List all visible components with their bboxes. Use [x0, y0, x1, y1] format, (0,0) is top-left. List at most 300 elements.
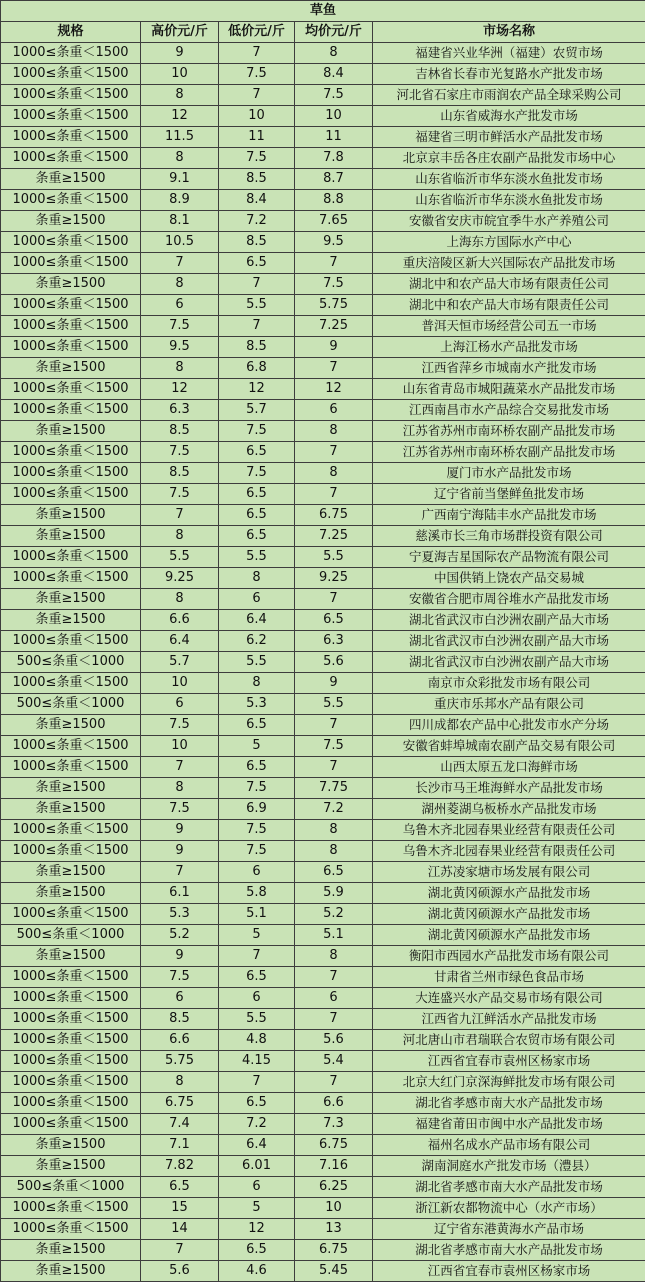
cell-spec: 1000≤条重＜1500 [1, 841, 141, 862]
table-row [1, 883, 645, 904]
cell-spec: 1000≤条重＜1500 [1, 1219, 141, 1240]
cell-low-price: 7 [219, 85, 295, 106]
cell-market: 广西南宁海陆丰水产品批发市场 [373, 505, 645, 526]
cell-high-price: 6 [141, 694, 219, 715]
cell-spec: 条重≥1500 [1, 1135, 141, 1156]
cell-avg-price: 10 [295, 1198, 373, 1219]
cell-high-price: 9 [141, 946, 219, 967]
cell-market: 山东省临沂市华东淡水鱼批发市场 [373, 169, 645, 190]
table-row [1, 148, 645, 169]
cell-avg-price: 7 [295, 1009, 373, 1030]
header-spec: 规格 [1, 22, 141, 43]
cell-spec: 1000≤条重＜1500 [1, 148, 141, 169]
title-row [1, 1, 645, 22]
cell-avg-price: 6.75 [295, 1240, 373, 1261]
table-row [1, 1072, 645, 1093]
cell-high-price: 6.6 [141, 610, 219, 631]
cell-market: 普洱天恒市场经营公司五一市场 [373, 316, 645, 337]
cell-market: 辽宁省前当堡鲜鱼批发市场 [373, 484, 645, 505]
cell-high-price: 7.5 [141, 799, 219, 820]
cell-low-price: 5 [219, 925, 295, 946]
cell-low-price: 7.2 [219, 211, 295, 232]
cell-avg-price: 8 [295, 820, 373, 841]
table-row [1, 904, 645, 925]
cell-spec: 条重≥1500 [1, 1240, 141, 1261]
table-row [1, 442, 645, 463]
cell-avg-price: 6.6 [295, 1093, 373, 1114]
cell-spec: 1000≤条重＜1500 [1, 442, 141, 463]
cell-low-price: 6.5 [219, 715, 295, 736]
cell-spec: 1000≤条重＜1500 [1, 736, 141, 757]
cell-high-price: 9.1 [141, 169, 219, 190]
table-row [1, 106, 645, 127]
cell-spec: 1000≤条重＜1500 [1, 631, 141, 652]
table-row [1, 715, 645, 736]
cell-low-price: 7 [219, 946, 295, 967]
cell-high-price: 8.5 [141, 421, 219, 442]
cell-high-price: 8.1 [141, 211, 219, 232]
cell-low-price: 4.6 [219, 1261, 295, 1282]
cell-low-price: 7.2 [219, 1114, 295, 1135]
table-row [1, 64, 645, 85]
cell-spec: 1000≤条重＜1500 [1, 379, 141, 400]
table-row [1, 358, 645, 379]
cell-market: 安徽省安庆市皖宜季牛水产养殖公司 [373, 211, 645, 232]
table-row [1, 1114, 645, 1135]
header-low-price: 低价元/斤 [219, 22, 295, 43]
cell-spec: 条重≥1500 [1, 715, 141, 736]
cell-high-price: 7 [141, 1240, 219, 1261]
cell-market: 上海江杨水产品批发市场 [373, 337, 645, 358]
cell-market: 湖北省武汉市白沙洲农副产品大市场 [373, 610, 645, 631]
cell-market: 湖北黄冈硕源水产品批发市场 [373, 925, 645, 946]
table-row [1, 967, 645, 988]
table-row [1, 253, 645, 274]
cell-low-price: 7.5 [219, 421, 295, 442]
cell-market: 江苏省苏州市南环桥农副产品批发市场 [373, 442, 645, 463]
table-row [1, 799, 645, 820]
cell-high-price: 8 [141, 778, 219, 799]
cell-market: 上海东方国际水产中心 [373, 232, 645, 253]
cell-spec: 1000≤条重＜1500 [1, 568, 141, 589]
cell-spec: 1000≤条重＜1500 [1, 820, 141, 841]
cell-low-price: 7.5 [219, 820, 295, 841]
cell-avg-price: 8.8 [295, 190, 373, 211]
cell-market: 中国供销上饶农产品交易城 [373, 568, 645, 589]
cell-avg-price: 5.5 [295, 547, 373, 568]
cell-high-price: 7.5 [141, 316, 219, 337]
cell-high-price: 8 [141, 1072, 219, 1093]
table-row [1, 127, 645, 148]
cell-high-price: 8 [141, 148, 219, 169]
cell-market: 江西省宜春市袁州区杨家市场 [373, 1261, 645, 1282]
cell-market: 湖州菱湖乌板桥水产品批发市场 [373, 799, 645, 820]
cell-high-price: 5.3 [141, 904, 219, 925]
cell-avg-price: 7 [295, 757, 373, 778]
cell-low-price: 5.7 [219, 400, 295, 421]
cell-market: 福建省三明市鲜活水产品批发市场 [373, 127, 645, 148]
cell-low-price: 6.5 [219, 1240, 295, 1261]
cell-market: 湖北省孝感市南大水产品批发市场 [373, 1240, 645, 1261]
cell-spec: 1000≤条重＜1500 [1, 190, 141, 211]
cell-market: 江西省九江鲜活水产品批发市场 [373, 1009, 645, 1030]
table-row [1, 211, 645, 232]
cell-avg-price: 7.25 [295, 526, 373, 547]
cell-low-price: 6 [219, 988, 295, 1009]
cell-avg-price: 5.2 [295, 904, 373, 925]
cell-high-price: 7 [141, 253, 219, 274]
cell-high-price: 7.5 [141, 967, 219, 988]
cell-spec: 条重≥1500 [1, 610, 141, 631]
cell-market: 山东省临沂市华东淡水鱼批发市场 [373, 190, 645, 211]
cell-spec: 1000≤条重＜1500 [1, 232, 141, 253]
cell-spec: 1000≤条重＜1500 [1, 127, 141, 148]
header-avg-price: 均价元/斤 [295, 22, 373, 43]
table-row [1, 1009, 645, 1030]
table-row [1, 316, 645, 337]
cell-market: 厦门市水产品批发市场 [373, 463, 645, 484]
cell-market: 江西南昌市水产品综合交易批发市场 [373, 400, 645, 421]
cell-high-price: 6.4 [141, 631, 219, 652]
cell-high-price: 6.75 [141, 1093, 219, 1114]
table-row [1, 988, 645, 1009]
cell-low-price: 8.5 [219, 169, 295, 190]
cell-avg-price: 7 [295, 484, 373, 505]
cell-spec: 条重≥1500 [1, 946, 141, 967]
cell-high-price: 8 [141, 526, 219, 547]
cell-spec: 条重≥1500 [1, 274, 141, 295]
cell-high-price: 10.5 [141, 232, 219, 253]
cell-high-price: 8.5 [141, 463, 219, 484]
cell-low-price: 6.5 [219, 1093, 295, 1114]
cell-spec: 1000≤条重＜1500 [1, 1072, 141, 1093]
cell-high-price: 7 [141, 757, 219, 778]
table-row [1, 694, 645, 715]
cell-market: 大连盛兴水产品交易市场有限公司 [373, 988, 645, 1009]
cell-avg-price: 7 [295, 442, 373, 463]
cell-market: 安徽省合肥市周谷堆水产品批发市场 [373, 589, 645, 610]
cell-spec: 1000≤条重＜1500 [1, 253, 141, 274]
cell-spec: 1000≤条重＜1500 [1, 316, 141, 337]
cell-avg-price: 9.5 [295, 232, 373, 253]
cell-avg-price: 7.25 [295, 316, 373, 337]
cell-high-price: 5.75 [141, 1051, 219, 1072]
cell-low-price: 6.4 [219, 610, 295, 631]
table-body [1, 43, 645, 1282]
cell-market: 湖北省武汉市白沙洲农副产品大市场 [373, 652, 645, 673]
cell-low-price: 6.8 [219, 358, 295, 379]
cell-high-price: 7.82 [141, 1156, 219, 1177]
cell-market: 甘肃省兰州市绿色食品市场 [373, 967, 645, 988]
cell-market: 衡阳市西园水产品批发市场有限公司 [373, 946, 645, 967]
cell-spec: 1000≤条重＜1500 [1, 106, 141, 127]
cell-spec: 1000≤条重＜1500 [1, 1093, 141, 1114]
table-row [1, 1240, 645, 1261]
cell-avg-price: 6.75 [295, 1135, 373, 1156]
cell-low-price: 7 [219, 316, 295, 337]
table-row [1, 610, 645, 631]
cell-avg-price: 5.5 [295, 694, 373, 715]
cell-avg-price: 9.25 [295, 568, 373, 589]
table-row [1, 484, 645, 505]
cell-market: 湖北省武汉市白沙洲农副产品大市场 [373, 631, 645, 652]
cell-avg-price: 5.6 [295, 652, 373, 673]
cell-avg-price: 7 [295, 589, 373, 610]
cell-spec: 1000≤条重＜1500 [1, 1198, 141, 1219]
cell-high-price: 7.5 [141, 715, 219, 736]
cell-avg-price: 6.25 [295, 1177, 373, 1198]
cell-spec: 条重≥1500 [1, 526, 141, 547]
cell-spec: 1000≤条重＜1500 [1, 337, 141, 358]
cell-market: 湖北中和农产品大市场有限责任公司 [373, 295, 645, 316]
table-row [1, 547, 645, 568]
table-row [1, 589, 645, 610]
cell-high-price: 8 [141, 274, 219, 295]
table-row [1, 337, 645, 358]
cell-spec: 1000≤条重＜1500 [1, 463, 141, 484]
cell-spec: 1000≤条重＜1500 [1, 484, 141, 505]
cell-spec: 1000≤条重＜1500 [1, 1114, 141, 1135]
table-row [1, 463, 645, 484]
cell-market: 重庆市乐邦水产品有限公司 [373, 694, 645, 715]
table-row [1, 568, 645, 589]
cell-high-price: 8.9 [141, 190, 219, 211]
cell-high-price: 9.5 [141, 337, 219, 358]
cell-market: 南京市众彩批发市场有限公司 [373, 673, 645, 694]
cell-spec: 条重≥1500 [1, 799, 141, 820]
cell-market: 湖北黄冈硕源水产品批发市场 [373, 883, 645, 904]
cell-low-price: 8 [219, 568, 295, 589]
cell-spec: 500≤条重＜1000 [1, 1177, 141, 1198]
cell-low-price: 8 [219, 673, 295, 694]
cell-spec: 1000≤条重＜1500 [1, 673, 141, 694]
table-row [1, 505, 645, 526]
cell-market: 乌鲁木齐北园春果业经营有限责任公司 [373, 820, 645, 841]
table-row [1, 820, 645, 841]
cell-avg-price: 7 [295, 715, 373, 736]
cell-low-price: 7.5 [219, 841, 295, 862]
cell-avg-price: 7.75 [295, 778, 373, 799]
table-row [1, 1261, 645, 1282]
cell-market: 安徽省蚌埠城南农副产品交易有限公司 [373, 736, 645, 757]
cell-market: 福州名成水产品市场有限公司 [373, 1135, 645, 1156]
table-row [1, 400, 645, 421]
table-row [1, 778, 645, 799]
cell-spec: 条重≥1500 [1, 211, 141, 232]
cell-avg-price: 6.75 [295, 505, 373, 526]
cell-spec: 条重≥1500 [1, 421, 141, 442]
cell-avg-price: 7.5 [295, 736, 373, 757]
table-row [1, 190, 645, 211]
table-row [1, 1198, 645, 1219]
table-row [1, 379, 645, 400]
table-title: 草鱼 [1, 1, 645, 22]
table-row [1, 232, 645, 253]
cell-market: 四川成都农产品中心批发市水产分场 [373, 715, 645, 736]
cell-avg-price: 8 [295, 421, 373, 442]
cell-spec: 1000≤条重＜1500 [1, 988, 141, 1009]
cell-avg-price: 7.5 [295, 274, 373, 295]
cell-spec: 1000≤条重＜1500 [1, 904, 141, 925]
cell-avg-price: 6.5 [295, 610, 373, 631]
header-high-price: 高价元/斤 [141, 22, 219, 43]
cell-spec: 1000≤条重＜1500 [1, 64, 141, 85]
cell-spec: 条重≥1500 [1, 358, 141, 379]
cell-high-price: 6 [141, 988, 219, 1009]
cell-avg-price: 9 [295, 337, 373, 358]
table-row [1, 1051, 645, 1072]
cell-avg-price: 8 [295, 463, 373, 484]
table-row [1, 652, 645, 673]
cell-high-price: 15 [141, 1198, 219, 1219]
cell-low-price: 12 [219, 1219, 295, 1240]
cell-avg-price: 7.3 [295, 1114, 373, 1135]
table-row [1, 1135, 645, 1156]
cell-market: 慈溪市长三角市场群投资有限公司 [373, 526, 645, 547]
cell-high-price: 10 [141, 64, 219, 85]
cell-low-price: 5 [219, 736, 295, 757]
cell-avg-price: 10 [295, 106, 373, 127]
cell-high-price: 6.5 [141, 1177, 219, 1198]
cell-high-price: 9 [141, 841, 219, 862]
cell-spec: 条重≥1500 [1, 169, 141, 190]
cell-low-price: 5.3 [219, 694, 295, 715]
cell-avg-price: 13 [295, 1219, 373, 1240]
table-row [1, 925, 645, 946]
cell-high-price: 5.7 [141, 652, 219, 673]
cell-avg-price: 7 [295, 1072, 373, 1093]
cell-high-price: 10 [141, 736, 219, 757]
cell-high-price: 12 [141, 379, 219, 400]
cell-market: 湖南洞庭水产批发市场（澧县） [373, 1156, 645, 1177]
cell-high-price: 12 [141, 106, 219, 127]
cell-low-price: 5 [219, 1198, 295, 1219]
cell-low-price: 6 [219, 862, 295, 883]
cell-market: 江苏凌家塘市场发展有限公司 [373, 862, 645, 883]
cell-high-price: 6.3 [141, 400, 219, 421]
cell-avg-price: 7.2 [295, 799, 373, 820]
cell-low-price: 6.9 [219, 799, 295, 820]
cell-low-price: 11 [219, 127, 295, 148]
cell-avg-price: 5.45 [295, 1261, 373, 1282]
cell-market: 北京大红门京深海鲜批发市场有限公司 [373, 1072, 645, 1093]
cell-low-price: 6.5 [219, 484, 295, 505]
cell-low-price: 8.5 [219, 232, 295, 253]
cell-high-price: 10 [141, 673, 219, 694]
table-row [1, 1093, 645, 1114]
cell-high-price: 9.25 [141, 568, 219, 589]
cell-avg-price: 11 [295, 127, 373, 148]
cell-low-price: 5.1 [219, 904, 295, 925]
cell-spec: 1000≤条重＜1500 [1, 967, 141, 988]
cell-spec: 1000≤条重＜1500 [1, 1009, 141, 1030]
cell-high-price: 8 [141, 85, 219, 106]
table-row [1, 43, 645, 64]
cell-spec: 1000≤条重＜1500 [1, 757, 141, 778]
cell-market: 山东省威海水产批发市场 [373, 106, 645, 127]
cell-market: 吉林省长春市光复路水产批发市场 [373, 64, 645, 85]
cell-market: 湖北中和农产品大市场有限责任公司 [373, 274, 645, 295]
cell-high-price: 9 [141, 43, 219, 64]
cell-high-price: 11.5 [141, 127, 219, 148]
cell-avg-price: 8 [295, 946, 373, 967]
cell-low-price: 6.5 [219, 526, 295, 547]
cell-market: 重庆涪陵区新大兴国际农产品批发市场 [373, 253, 645, 274]
cell-market: 山西太原五龙口海鲜市场 [373, 757, 645, 778]
cell-market: 湖北省孝感市南大水产品批发市场 [373, 1093, 645, 1114]
cell-high-price: 8.5 [141, 1009, 219, 1030]
cell-spec: 1000≤条重＜1500 [1, 85, 141, 106]
cell-low-price: 10 [219, 106, 295, 127]
table-row [1, 736, 645, 757]
cell-spec: 条重≥1500 [1, 1261, 141, 1282]
cell-low-price: 7.5 [219, 64, 295, 85]
header-market: 市场名称 [373, 22, 645, 43]
table-row [1, 862, 645, 883]
cell-market: 江西省宜春市袁州区杨家市场 [373, 1051, 645, 1072]
table-row [1, 421, 645, 442]
cell-avg-price: 5.9 [295, 883, 373, 904]
cell-avg-price: 6 [295, 400, 373, 421]
cell-low-price: 6.4 [219, 1135, 295, 1156]
cell-avg-price: 7 [295, 253, 373, 274]
cell-high-price: 14 [141, 1219, 219, 1240]
cell-avg-price: 8 [295, 43, 373, 64]
cell-high-price: 6.1 [141, 883, 219, 904]
table-row [1, 1030, 645, 1051]
cell-avg-price: 9 [295, 673, 373, 694]
table-row [1, 295, 645, 316]
cell-low-price: 6.01 [219, 1156, 295, 1177]
cell-low-price: 5.8 [219, 883, 295, 904]
table-row [1, 1177, 645, 1198]
cell-high-price: 7 [141, 862, 219, 883]
cell-market: 江西省萍乡市城南水产批发市场 [373, 358, 645, 379]
cell-avg-price: 6 [295, 988, 373, 1009]
cell-spec: 500≤条重＜1000 [1, 694, 141, 715]
cell-avg-price: 7 [295, 967, 373, 988]
cell-high-price: 5.5 [141, 547, 219, 568]
table-row [1, 1219, 645, 1240]
cell-low-price: 7.5 [219, 148, 295, 169]
cell-low-price: 5.5 [219, 652, 295, 673]
cell-high-price: 7.5 [141, 484, 219, 505]
cell-avg-price: 7.5 [295, 85, 373, 106]
cell-spec: 500≤条重＜1000 [1, 652, 141, 673]
cell-spec: 条重≥1500 [1, 505, 141, 526]
cell-high-price: 5.2 [141, 925, 219, 946]
cell-avg-price: 12 [295, 379, 373, 400]
cell-high-price: 9 [141, 820, 219, 841]
cell-avg-price: 5.6 [295, 1030, 373, 1051]
cell-avg-price: 7.8 [295, 148, 373, 169]
cell-low-price: 5.5 [219, 547, 295, 568]
cell-spec: 1000≤条重＜1500 [1, 1051, 141, 1072]
cell-low-price: 4.15 [219, 1051, 295, 1072]
cell-spec: 条重≥1500 [1, 589, 141, 610]
cell-high-price: 5.6 [141, 1261, 219, 1282]
cell-market: 长沙市马王堆海鲜水产品批发市场 [373, 778, 645, 799]
cell-high-price: 7.5 [141, 442, 219, 463]
cell-avg-price: 7.65 [295, 211, 373, 232]
cell-high-price: 7 [141, 505, 219, 526]
cell-low-price: 7 [219, 1072, 295, 1093]
cell-avg-price: 7.16 [295, 1156, 373, 1177]
table-row [1, 673, 645, 694]
cell-low-price: 8.4 [219, 190, 295, 211]
cell-low-price: 6 [219, 589, 295, 610]
cell-spec: 1000≤条重＜1500 [1, 43, 141, 64]
